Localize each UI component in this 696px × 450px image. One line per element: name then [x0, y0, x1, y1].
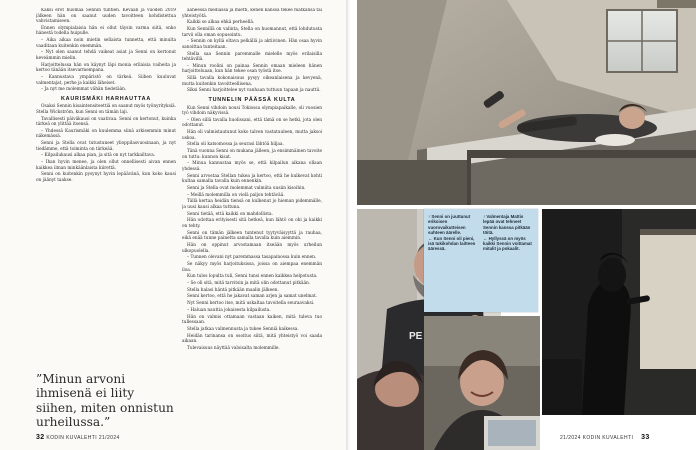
- body-column-2: [182, 8, 322, 428]
- body-paragraph: – Kilpailukausi alkaa pian, ja sitä on nyt tarkkailtava.: [41, 153, 156, 159]
- body-paragraph: Se näkyy myös harjoituksissa, joissa on aiempaa enemmän iloa.: [182, 262, 322, 273]
- photo-woman-in-hallway: [542, 209, 696, 415]
- caption-left: ↑ Senni on juuttunut erikoisen vuorovaikutteisen suhteen äärelle. ← Kun Senni oli pieni, isä tukikohdan laitteen ääressä.: [428, 214, 476, 252]
- body-paragraph: Senni on kuitenkin pysynyt hyvin lepäävänä, kun koko kausi on jäänyt taakse.: [36, 172, 176, 184]
- body-paragraph: aaheessa mediassa ja mietti, kenen kanssa tekee matkansa tai yhteistyötä.: [182, 8, 322, 19]
- body-paragraph: Hän on valmis ottamaan vastaan kaiken, mitä tuleva tuo tullessaan.: [182, 314, 322, 326]
- folio-right: [560, 434, 650, 441]
- page-number-right: 33: [641, 434, 650, 441]
- body-paragraph: Senni on tämän jälkeen tuntenut tyytyväisyyttä ja rauhaa, eikä enää tunne painetta samalla tavalla kuin aiemmin.: [182, 230, 322, 242]
- body-paragraph: – Sennin on kyllä oltava pelkällä ja aktiivinen. Hän osaa hyvin sanoittaa tunteitaan.: [182, 39, 322, 50]
- body-paragraph: Nyt Senni kertoo itse, mitä uskaltaa tavoitella seuraavaksi.: [187, 301, 315, 307]
- body-paragraph: Senni tietää, että kaikki on mahdollista.: [187, 211, 273, 217]
- photo-caption-box: [424, 209, 538, 312]
- body-paragraph: Senni ja Stella ovat tutustuneet ylioppilasvuosinaan, ja nyt tiedämme, että toiminta on tärkeää.: [36, 141, 176, 152]
- body-paragraph: Senni ja Stella ovat molemmat valmiita uusiin kisoihin.: [187, 185, 306, 191]
- body-paragraph: Tällä kertaa heidän tiensä on kulkenut jo hieman pidemmälle, ja uusi kausi alkaa tuttuna.: [182, 199, 322, 210]
- body-paragraph: – Nyt olen saanut tehdä vaikeat asiat ja Senni on kertonut keveämmin mielin.: [36, 50, 176, 61]
- page-gutter-shadow: [346, 0, 350, 450]
- caption-right: ↑ Valmentaja Mattis lepää ovat tehneet Sennin kanssa pitkään töitä. ← Hyllyssä on myös kaikki Sennin voittamat mitalit ja pokaalit.: [483, 214, 532, 252]
- body-paragraph: – Meillä molemmilla on vielä paljon tehtävää.: [187, 192, 285, 198]
- column-2-top-text: [182, 8, 322, 94]
- body-paragraph: Senni arvostaa Stellan tukea ja kertoo, että he kulkevat kohti kultaa samalla tavalla kuin ennenkin.: [182, 173, 322, 185]
- body-paragraph: – Olen sillä tavalla huolissani, että tämä on se hetki, jota olen odottanut.: [182, 117, 322, 129]
- body-paragraph: Kaksi erot huomaa Sennin tuntien. Kevään ja vuoden 2019 jälkeen hän on saanut uuden tavoitteen kohdistettua vahvistamiseen.: [36, 8, 176, 25]
- page-number-left: 32: [36, 434, 45, 441]
- folio-right-text: 21/2024 KODIN KUVALEHTI: [560, 435, 634, 441]
- body-paragraph: – Yhdessä Kaurismäki on kuulemma siinä arkisemmin minut näkemässä.: [36, 128, 176, 140]
- svg-text:PE: PE: [409, 331, 423, 342]
- body-paragraph: – Minua kannustaa myös se, että kilpailun aikana ollaan yhdessä.: [182, 161, 322, 172]
- body-paragraph: Hän on oppinut arvostamaan itseään myös urheilun ulkopuolella.: [182, 242, 322, 254]
- body-paragraph: Stella oli katsomossa ja seurasi lähtöä hiljaa.: [187, 142, 284, 148]
- photo-woman-at-laptop: [424, 316, 540, 450]
- body-paragraph: Tänä vuonna Senni on mukana jälleen, ja ensimmäinen tavoite on tuttu: kunnon kisat.: [182, 149, 322, 160]
- body-paragraph: – Ja nyt me molemmat vähän tiedetään.: [41, 87, 127, 93]
- subheading-kaurismaki: KAURISMÄKI HARHAUTTAA: [60, 95, 152, 102]
- body-paragraph: – Se oli sitä, mitä tarvitsin ja mitä olin odottanut pitkään.: [187, 281, 311, 287]
- body-paragraph: Hän odottaa erityisesti sitä hetkeä, kun lähtö on ohi ja kaikki on tehty.: [182, 218, 322, 229]
- body-paragraph: Heidän tarinansa on osoitus siitä, mitä yhteistyö voi saada aikaan.: [182, 333, 322, 345]
- column-1-top-text: [36, 8, 176, 93]
- body-paragraph: Tulevaisuus näyttää valoisalta molemmille.: [187, 345, 280, 351]
- body-column-1: [36, 8, 176, 366]
- body-paragraph: Ennen olympialaisia hän ei ollut täysin varma siitä, onko hänestä todella huipulle.: [36, 25, 176, 37]
- subheading-tunnelin: TUNNELIN PÄÄSSÄ KULTA: [208, 96, 296, 103]
- body-paragraph: Kun Sennillä on valinta, Stella on huomannut, että lohdutusta tarvii olla oman sopusointu.: [182, 27, 322, 38]
- body-paragraph: Sillä tavalla kokonaisuus pysyy oikeanlaisena ja kevyenä, mutta kuitenkin tavoitteellisena.: [182, 76, 322, 87]
- column-1-bottom-text: [36, 104, 176, 183]
- body-paragraph: Kun Senni vihdoin nousi Tokiossa olympiapaikalle, oli vuosien työ vihdoin näkyvissä.: [182, 105, 322, 117]
- body-paragraph: – Kannustava ympäristö on tärkeä. Siihen kuuluvat valmentajat, perhe ja kaikki läheiset.: [36, 74, 176, 86]
- body-paragraph: – Haluan nauttia jokaisesta kilpailusta.: [187, 307, 271, 313]
- body-paragraph: Tavallisesti päiväkausi on vaativaa. Senni on kertonut, kuinka tärkeä on ylittää itsensä.: [36, 116, 176, 128]
- body-paragraph: Senni kertoo, että he jakavat saman arjen ja samat unelmat.: [187, 294, 317, 300]
- body-paragraph: Osaksi Sennin kisaintensiteettiä on saanut myös työnyrityksiä. Stella Wickström, kun Senni on tämän laji.: [36, 104, 176, 115]
- column-2-bottom-text: [182, 106, 322, 352]
- body-paragraph: – Minun roolini on painaa Sennin omaan mieleen hänen harjoitteluaan, kun hän tekee osan työstä itse.: [182, 63, 322, 75]
- body-paragraph: Kun tulos lopulta tuli, Senni tunsi ennen kaikkea helpotusta.: [187, 274, 318, 280]
- pull-quote: ”Minun arvoni ihmisenä ei liity siihen, miten onnistun urheilussa.”: [36, 372, 174, 429]
- body-paragraph: Stella saa Sennin paremmalle mielelle myös erilaisilla tehtävillä.: [182, 51, 322, 63]
- body-paragraph: Stella jatkaa valmennusta ja tukee Senniä kaikessa.: [187, 326, 299, 332]
- photo-woman-in-bed: [357, 0, 696, 205]
- body-paragraph: Stella halasi häntä pitkään maalin jälkeen.: [187, 287, 279, 293]
- body-paragraph: – Aika aikaa noin mietin sellaista tunnetta, että minulta vaaditaan kuitenkin enemmän.: [36, 38, 176, 49]
- body-paragraph: Siksi Senni harjoittelee nyt vanhaan tuttuun tapaan ja nauttii.: [187, 88, 321, 94]
- folio-left-text: KODIN KUVALEHTI 21/2024: [46, 435, 120, 441]
- body-paragraph: – Tunnen olevani nyt paremmassa tasapainossa kuin ennen.: [187, 255, 317, 261]
- folio-left: [36, 434, 120, 441]
- body-paragraph: Harjoittelussa hän on käynyt läpi monia erilaisia vaiheita ja kertoo tänään itsevarmempana.: [36, 62, 176, 74]
- body-paragraph: Kaikki se alkaa ehkä perheellä.: [187, 20, 255, 26]
- body-paragraph: – Ihan hyvin menee, ja olen ollut onnellisesti aivan ennen kaikkea ilman minkäänlaista kiirettä.: [36, 160, 176, 171]
- body-paragraph: Hän oli valmistautunut koko talven vastatuuleen, mutta jaksoi uskoa.: [182, 130, 322, 141]
